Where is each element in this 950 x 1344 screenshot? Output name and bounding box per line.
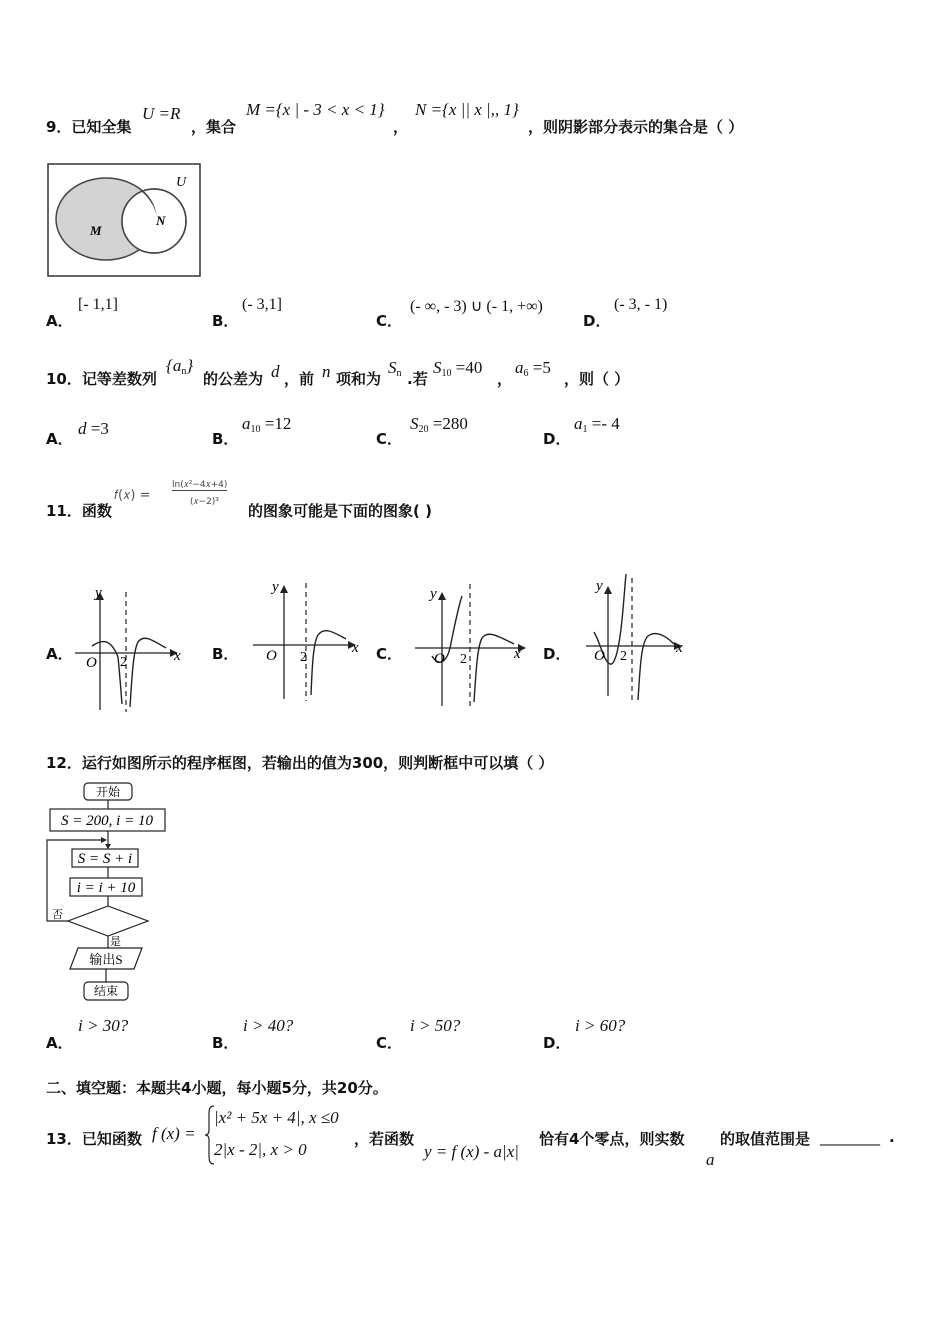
- q10-option-a-label: A．: [46, 430, 73, 448]
- q13-text-range: 的取值范围是: [720, 1130, 811, 1148]
- q12-question-text: 12．运行如图所示的程序框图，若输出的值为300，则判断框中可以填（ ）: [46, 754, 554, 772]
- flow-yes-label: 是: [110, 936, 121, 948]
- svg-text:y: y: [95, 585, 102, 601]
- q10-option-b-label: B．: [212, 430, 239, 448]
- q9-number: 9．已知全集: [46, 118, 132, 136]
- q11-graph-b: [248, 575, 368, 710]
- q10-d: d: [271, 362, 280, 381]
- svg-text:2: 2: [460, 652, 467, 667]
- q9-comma: ，: [393, 118, 409, 136]
- q9-option-d-value: (- 3, - 1): [614, 296, 668, 313]
- q12-option-a-value: i > 30?: [78, 1016, 129, 1035]
- q12-option-d-label: D．: [543, 1034, 571, 1052]
- q10-option-c-value: $S_{20} =280$: [410, 414, 468, 435]
- venn-label-u: U: [176, 175, 187, 190]
- q10-text-if: .若: [407, 370, 428, 388]
- q9-option-a-value: [- 1,1]: [78, 296, 118, 313]
- q10-sequence: $\{a_n\}$: [166, 356, 194, 377]
- section-2-title: 二、填空题：本题共4小题，每小题5分，共20分。: [46, 1079, 388, 1097]
- q9-text-set: ，集合: [191, 118, 237, 136]
- svg-text:2: 2: [300, 650, 307, 665]
- svg-text:x: x: [514, 646, 521, 662]
- flow-output-label: 输出S: [89, 952, 123, 967]
- q13-answer-blank[interactable]: ________: [820, 1128, 880, 1146]
- q11-option-c-label: C．: [376, 645, 403, 663]
- q9-option-a-label: A．: [46, 312, 73, 330]
- q9-option-c-label: C．: [376, 312, 403, 330]
- q11-graph-a: [70, 582, 190, 717]
- flow-no-label: 否: [52, 909, 63, 921]
- q13-text-if: ，若函数: [354, 1130, 415, 1148]
- q10-option-d-value: $a_1 =- 4$: [574, 414, 620, 435]
- q13-number: 13．已知函数: [46, 1130, 142, 1148]
- q11-option-d-label: D．: [543, 645, 571, 663]
- q11-tail: 的图象可能是下面的图象( ): [248, 502, 432, 520]
- q9-option-b-value: (- 3,1]: [242, 296, 282, 313]
- svg-text:2: 2: [620, 649, 627, 664]
- venn-label-m: M: [90, 223, 102, 238]
- q12-option-b-value: i > 40?: [243, 1016, 294, 1035]
- q10-comma: ，: [497, 370, 513, 388]
- q9-option-b-label: B．: [212, 312, 239, 330]
- q11-function-denominator: (𝑥−2)³: [190, 497, 219, 507]
- q10-tail: ，则（ ）: [564, 370, 630, 388]
- q11-option-a-label: A．: [46, 645, 73, 663]
- q9-set-m: M ={x | - 3 < x < 1}: [246, 100, 385, 119]
- flow-end-label: 结束: [93, 984, 119, 998]
- svg-text:O: O: [266, 648, 277, 664]
- q11-function-numerator: ln(𝑥²−4𝑥+4): [172, 480, 228, 490]
- q11-option-b-label: B．: [212, 645, 239, 663]
- q10-text-first: ，前: [284, 370, 315, 388]
- flow-step2-label: i = i + 10: [76, 880, 136, 896]
- q13-a: a: [706, 1150, 715, 1169]
- q12-option-b-label: B．: [212, 1034, 239, 1052]
- svg-text:y: y: [596, 578, 603, 594]
- q9-option-c-value: (- ∞, - 3) ∪ (- 1, +∞): [410, 298, 543, 315]
- q13-period: .: [889, 1128, 895, 1146]
- q10-text-sum: 项和为: [336, 370, 382, 388]
- q12-flowchart: [44, 780, 174, 1004]
- svg-text:2: 2: [120, 655, 127, 670]
- flow-start-label: 开始: [95, 785, 121, 799]
- q9-universal-set: U =R: [142, 104, 181, 123]
- q11-graph-c: [410, 578, 530, 713]
- q12-option-c-label: C．: [376, 1034, 403, 1052]
- q13-case-1: |x² + 5x + 4|, x ≤0: [214, 1108, 339, 1127]
- svg-text:x: x: [676, 640, 683, 656]
- q10-number: 10．记等差数列: [46, 370, 157, 388]
- q10-n: n: [322, 362, 331, 381]
- q10-option-a-value: d =3: [78, 419, 109, 438]
- q10-option-b-value: $a_{10} =12$: [242, 414, 292, 435]
- svg-text:x: x: [174, 648, 181, 664]
- q9-option-d-label: D．: [583, 312, 611, 330]
- q12-option-c-value: i > 50?: [410, 1016, 461, 1035]
- svg-text:y: y: [430, 586, 437, 602]
- q9-question-tail: ，则阴影部分表示的集合是（ ）: [528, 118, 744, 136]
- q11-number: 11．函数: [46, 502, 112, 520]
- q13-case-2: 2|x - 2|, x > 0: [214, 1140, 307, 1159]
- svg-text:O: O: [86, 655, 97, 671]
- q9-venn-diagram: [46, 162, 204, 280]
- q13-text-zeros: 恰有4个零点，则实数: [539, 1130, 685, 1148]
- venn-label-n: N: [156, 213, 166, 228]
- q10-s10: $S_{10} =40$: [433, 358, 483, 379]
- svg-text:y: y: [272, 579, 279, 595]
- q11-graph-d: [578, 570, 698, 710]
- flow-init-label: S = 200, i = 10: [61, 813, 153, 829]
- q13-function-f: f (x) =: [152, 1124, 196, 1143]
- q10-option-d-label: D．: [543, 430, 571, 448]
- q10-text-diff: 的公差为: [203, 370, 264, 388]
- q9-set-n: N ={x || x |,, 1}: [415, 100, 519, 119]
- q12-option-d-value: i > 60?: [575, 1016, 626, 1035]
- q10-a6: $a_6 =5$: [515, 358, 551, 379]
- flow-decision-box: [68, 906, 148, 936]
- svg-text:x: x: [352, 640, 359, 656]
- svg-text:O: O: [594, 648, 605, 664]
- flow-step1-label: S = S + i: [77, 851, 133, 867]
- q13-function-y: y = f (x) - a|x|: [424, 1142, 519, 1161]
- q10-option-c-label: C．: [376, 430, 403, 448]
- q11-function-lhs: 𝑓(𝑥) =: [114, 488, 151, 503]
- q10-sn: $S_n$: [388, 358, 402, 379]
- q12-option-a-label: A．: [46, 1034, 73, 1052]
- svg-text:O: O: [434, 651, 445, 667]
